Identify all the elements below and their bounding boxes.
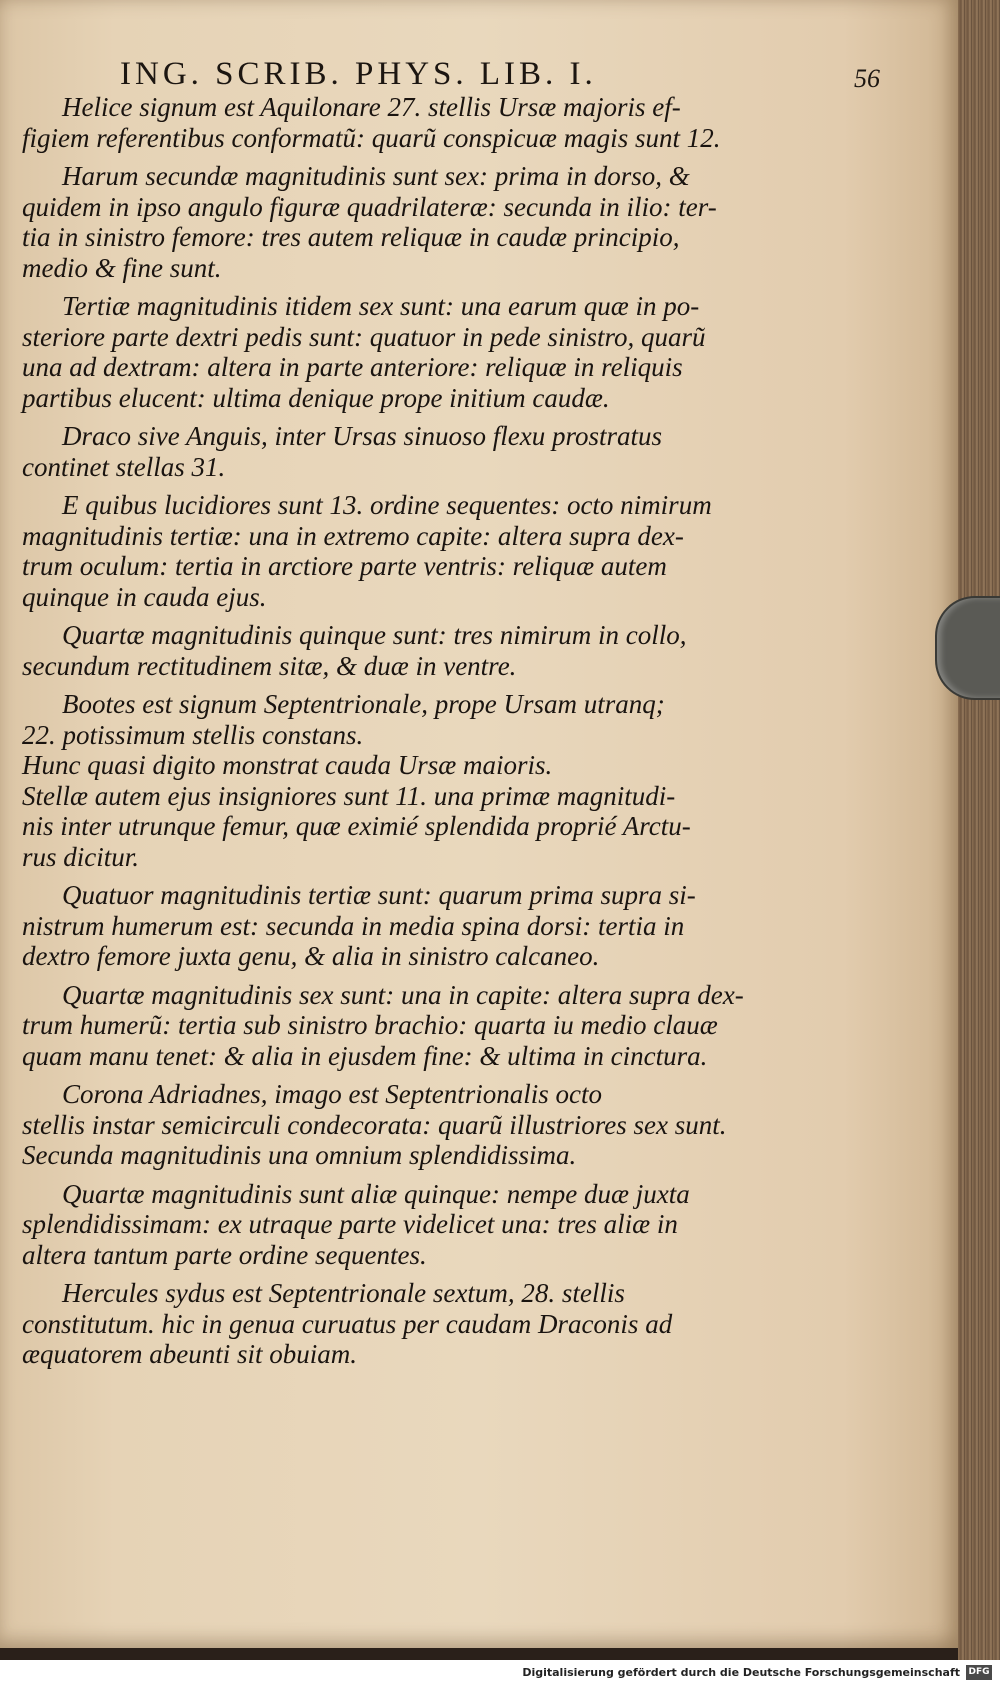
- paragraph: [22, 161, 802, 283]
- dfg-logo-icon: DFG: [966, 1665, 992, 1680]
- text-line: Helice signum est Aquilonare 27. stellis Ursæ majoris ef-: [62, 92, 681, 122]
- paragraph: [22, 490, 802, 612]
- text-line: quidem in ipso angulo figuræ quadrilateræ: secunda in ilio: ter-: [22, 191, 717, 222]
- body-text: [22, 92, 802, 1378]
- text-line: splendidissimam: ex utraque parte videlicet una: tres aliæ in: [22, 1209, 678, 1239]
- funding-credit: Digitalisierung gefördert durch die Deutsche Forschungsgemeinschaft: [522, 1666, 960, 1679]
- text-line: quam manu tenet: & alia in ejusdem fine: & ultima in cinctura.: [22, 1040, 708, 1071]
- page-edges: [958, 0, 1000, 1660]
- text-line: Hunc quasi digito monstrat cauda Ursæ maioris.: [22, 750, 553, 780]
- paragraph: [22, 421, 802, 482]
- text-line: Stellæ autem ejus insigniores sunt 11. una primæ magnitudi-: [22, 780, 676, 811]
- text-line: Secunda magnitudinis una omnium splendidissima.: [22, 1140, 577, 1170]
- book-clasp: [935, 596, 1000, 700]
- text-line: quinque in cauda ejus.: [22, 581, 267, 612]
- text-line: medio & fine sunt.: [22, 252, 222, 283]
- paragraph: [22, 291, 802, 413]
- text-line: Corona Adriadnes, imago est Septentrionalis octo: [62, 1079, 602, 1109]
- text-line: una ad dextram: altera in parte anteriore: reliquæ in reliquis: [22, 352, 683, 382]
- text-line: continet stellas 31.: [22, 451, 226, 482]
- text-line: Quartæ magnitudinis quinque sunt: tres nimirum in collo,: [62, 620, 687, 650]
- text-line: dextro femore juxta genu, & alia in sinistro calcaneo.: [22, 941, 600, 971]
- text-line: magnitudinis tertiæ: una in extremo capite: altera supra dex-: [22, 520, 684, 551]
- text-line: Hercules sydus est Septentrionale sextum, 28. stellis: [62, 1278, 625, 1308]
- paragraph: [22, 980, 802, 1072]
- paragraph: [22, 880, 802, 972]
- text-line: trum humerũ: tertia sub sinistro brachio: quarta iu medio clauæ: [22, 1010, 718, 1040]
- paragraph: [22, 620, 802, 681]
- text-line: altera tantum parte ordine sequentes.: [22, 1239, 427, 1270]
- text-line: constitutum. hic in genua curuatus per caudam Draconis ad: [22, 1308, 673, 1339]
- paragraph: [22, 1179, 802, 1271]
- text-line: secundum rectitudinem sitæ, & duæ in ventre.: [22, 650, 517, 681]
- text-line: steriore parte dextri pedis sunt: quatuor in pede sinistro, quarũ: [22, 321, 706, 352]
- text-line: E quibus lucidiores sunt 13. ordine sequentes: octo nimirum: [62, 490, 712, 520]
- text-line: trum oculum: tertia in arctiore parte ventris: reliquæ autem: [22, 551, 667, 581]
- text-line: partibus elucent: ultima denique prope initium caudæ.: [22, 382, 610, 413]
- paragraph: [22, 689, 802, 872]
- digitization-footer: [0, 1660, 1000, 1688]
- running-title: ING. SCRIB. PHYS. LIB. I.: [120, 56, 597, 92]
- text-line: Quatuor magnitudinis tertiæ sunt: quarum prima supra si-: [62, 880, 696, 910]
- text-line: Quartæ magnitudinis sex sunt: una in capite: altera supra dex-: [62, 979, 744, 1010]
- text-line: nistrum humerum est: secunda in media spina dorsi: tertia in: [22, 910, 685, 941]
- text-line: nis inter utrunque femur, quæ eximié splendida proprié Arctu-: [22, 811, 691, 841]
- paragraph: [22, 92, 802, 153]
- text-line: figiem referentibus conformatũ: quarũ conspicuæ magis sunt 12.: [22, 122, 721, 153]
- text-line: Tertiæ magnitudinis itidem sex sunt: una earum quæ in po-: [62, 291, 700, 321]
- paragraph: [22, 1278, 802, 1370]
- text-line: Harum secundæ magnitudinis sunt sex: prima in dorso, &: [62, 161, 690, 191]
- text-line: Bootes est signum Septentrionale, prope Ursam utranq;: [62, 689, 665, 719]
- text-line: æquatorem abeunti sit obuiam.: [22, 1339, 357, 1369]
- page-number: 56: [854, 64, 880, 93]
- text-line: Quartæ magnitudinis sunt aliæ quinque: nempe duæ juxta: [62, 1178, 690, 1209]
- text-line: rus dicitur.: [22, 841, 140, 872]
- text-line: stellis instar semicirculi condecorata: quarũ illustriores sex sunt.: [22, 1109, 727, 1140]
- paragraph: [22, 1079, 802, 1171]
- text-line: tia in sinistro femore: tres autem reliquæ in caudæ principio,: [22, 222, 680, 252]
- text-line: 22. potissimum stellis constans.: [22, 719, 364, 750]
- text-line: Draco sive Anguis, inter Ursas sinuoso flexu prostratus: [62, 421, 663, 451]
